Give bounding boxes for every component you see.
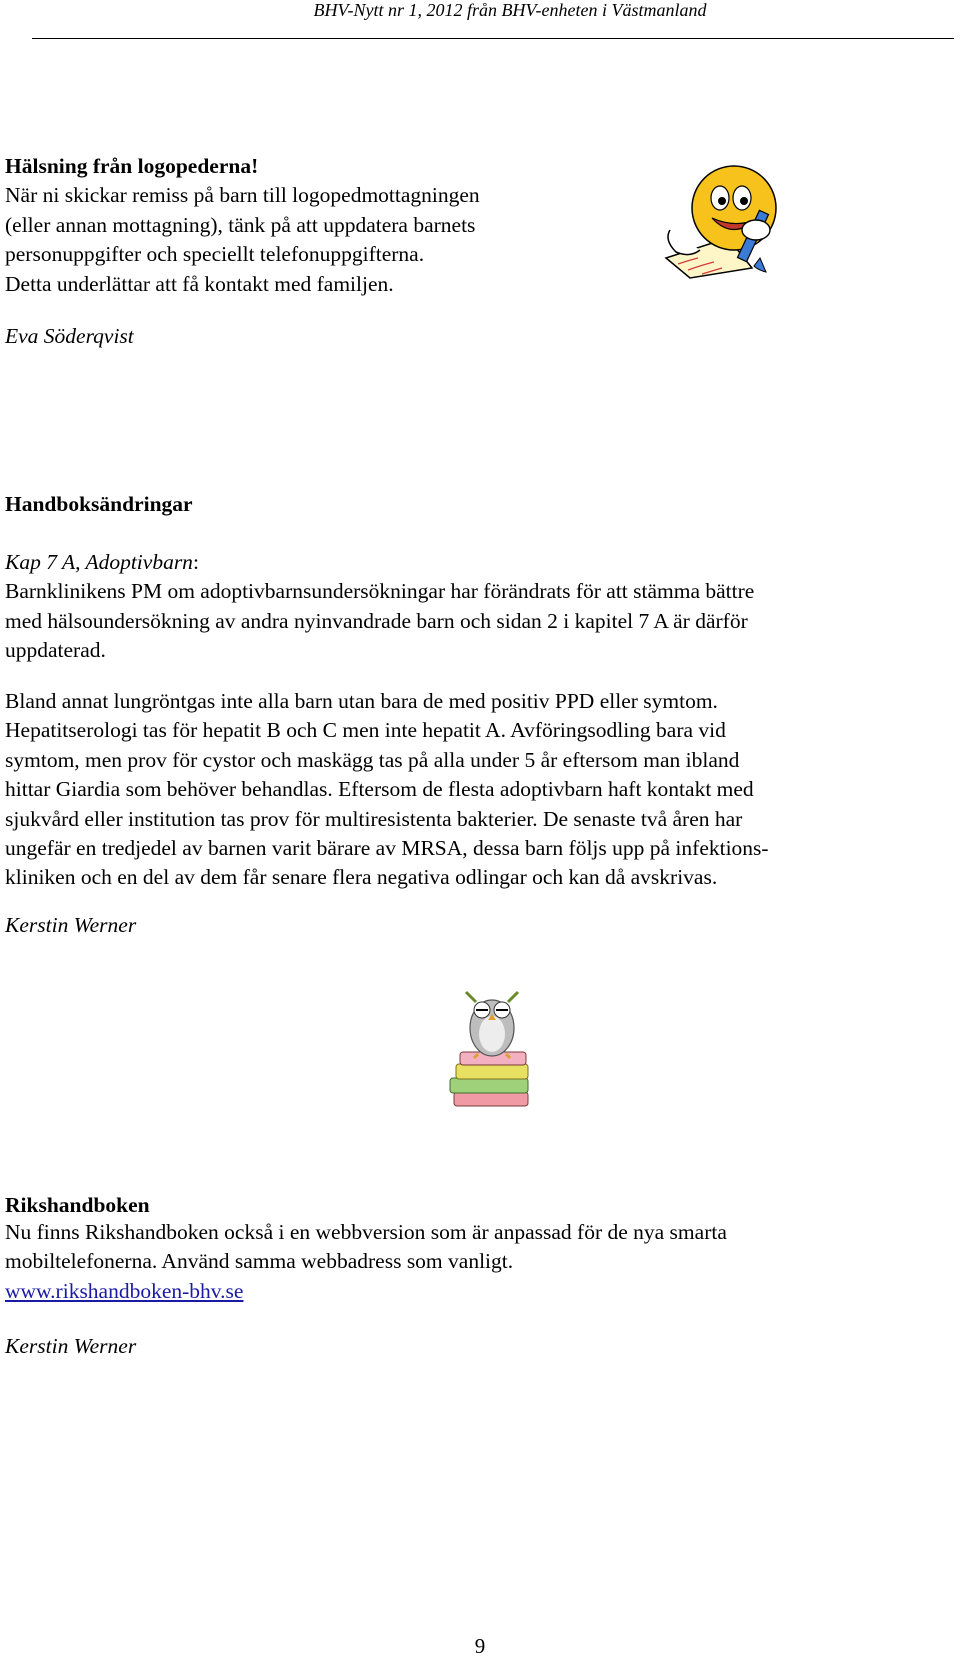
body-line: sjukvård eller institution tas prov för multiresistenta bakterier. De senaste två åren har: [5, 806, 743, 831]
body-line: ungefär en tredjedel av barnen varit bärare av MRSA, dessa barn följs upp på infektions-: [5, 836, 769, 861]
body-line: med hälsoundersökning av andra nyinvandrade barn och sidan 2 i kapitel 7 A är därför: [5, 608, 748, 633]
section-title-handboksandringar: Handboksändringar: [5, 492, 193, 516]
section-subtitle: Kap 7 A, Adoptivbarn: [5, 550, 193, 574]
subtitle-colon: :: [192, 550, 199, 574]
body-line: (eller annan mottagning), tänk på att uppdatera barnets: [5, 212, 476, 237]
body-line: Hepatitserologi tas för hepatit B och C men inte hepatit A. Avföringsodling bara vid: [5, 718, 726, 743]
body-line: Bland annat lungröntgas inte alla barn utan bara de med positiv PPD eller symtom.: [5, 689, 718, 713]
body-line: Nu finns Rikshandboken också i en webbversion som är anpassad för de nya smarta: [5, 1220, 727, 1244]
smiley-writing-icon: [660, 160, 785, 280]
section-handboksandringar-para2: [5, 687, 769, 893]
section-logopeder: [5, 152, 480, 299]
body-line: uppdaterad.: [5, 638, 106, 663]
subtitle-line: [5, 548, 754, 577]
body-line: mobiltelefonerna. Använd samma webbadress som vanligt.: [5, 1249, 514, 1274]
body-line: kliniken och en del av dem får senare flera negativa odlingar och kan då avskrivas.: [5, 865, 718, 890]
body-line: Barnklinikens PM om adoptivbarnsundersökningar har förändrats för att stämma bättre: [5, 579, 755, 604]
signature: Kerstin Werner: [5, 913, 137, 937]
body-line: När ni skickar remiss på barn till logopedmottagningen: [5, 183, 480, 208]
signature: Eva Söderqvist: [5, 324, 134, 348]
page-number: 9: [474, 1634, 486, 1658]
signature: Kerstin Werner: [5, 1334, 137, 1358]
body-line: hittar Giardia som behöver behandlas. Eftersom de flesta adoptivbarn haft kontakt med: [5, 777, 754, 802]
body-line: Detta underlättar att få kontakt med familjen.: [5, 271, 394, 296]
section-handboksandringar: [5, 548, 754, 666]
rikshandboken-link[interactable]: www.rikshandboken-bhv.se: [5, 1278, 244, 1303]
body-line: symtom, men prov för cystor och maskägg tas på alla under 5 år eftersom man ibland: [5, 747, 740, 772]
page-header: [0, 0, 960, 20]
header-text: BHV-Nytt nr 1, 2012 från BHV-enheten i Västmanland: [313, 0, 707, 20]
section-title-rikshandboken: Rikshandboken: [5, 1193, 150, 1217]
header-rule: [32, 38, 954, 39]
section-rikshandboken: [5, 1218, 727, 1306]
owl-books-icon: [438, 982, 542, 1116]
body-line: personuppgifter och speciellt telefonuppgifterna.: [5, 242, 425, 267]
section-title: Hälsning från logopederna!: [5, 154, 259, 178]
